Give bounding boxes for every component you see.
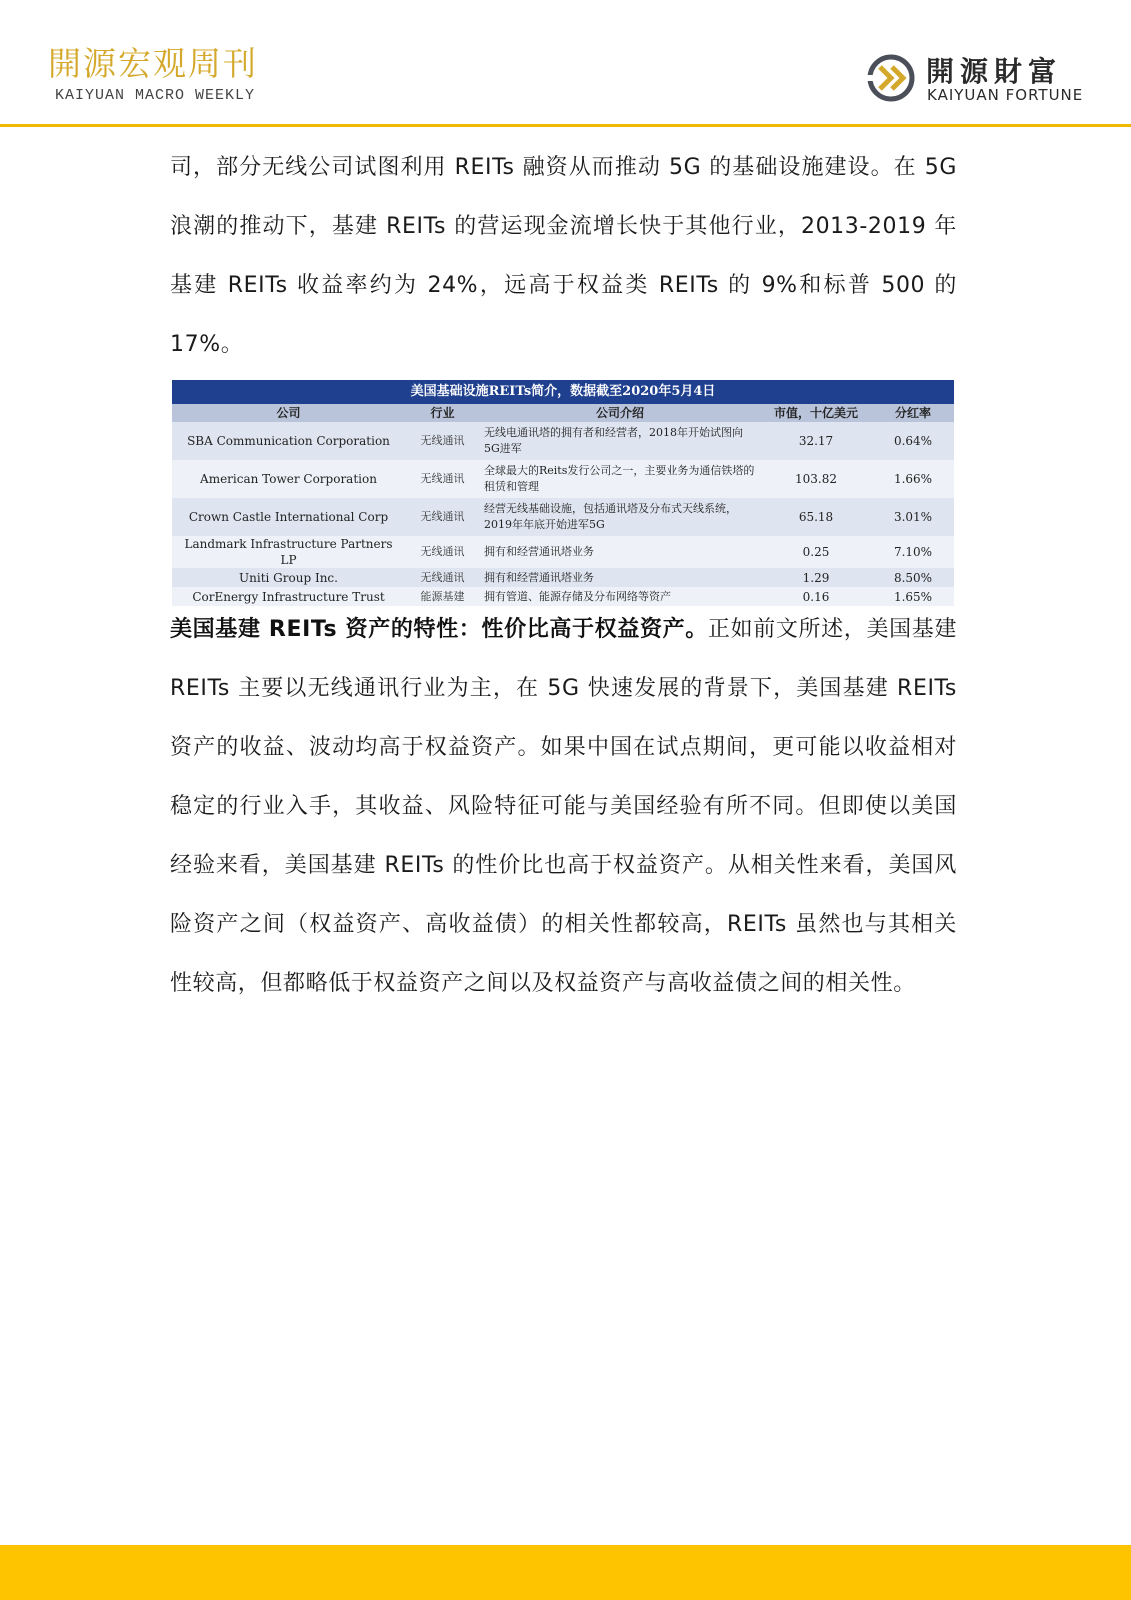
description-cell: 全球最大的Reits发行公司之一，主要业务为通信铁塔的租赁和管理 xyxy=(480,460,760,498)
description-cell: 拥有和经营通讯塔业务 xyxy=(480,568,760,587)
industry-cell: 无线通讯 xyxy=(405,422,480,460)
industry-cell: 无线通讯 xyxy=(405,536,480,568)
publication-subtitle: KAIYUAN MACRO WEEKLY xyxy=(55,87,256,104)
market-cap-cell: 65.18 xyxy=(760,498,872,536)
paragraph-2-body: 正如前文所述，美国基建 REITs 主要以无线通讯行业为主，在 5G 快速发展的背景下，美国基建 REITs 资产的收益、波动均高于权益资产。如果中国在试点期间，更可能以收益相对稳定的行业入手，其收益、风险特征可能与美国经验有所不同。但即使以美国经验来看，美国基建 REITs 的性价比也高于权益资产。从相关性来看，美国风险资产之间（权益资产、高收益债）的相关性都较高，REITs 虽然也与其相关性较高，但都略低于权益资产之间以及权益资产与高收益债之间的相关性。 xyxy=(170,617,958,996)
table-title: 美国基础设施REITs简介，数据截至2020年5月4日 xyxy=(172,380,954,404)
dividend-cell: 7.10% xyxy=(872,536,954,568)
table-header-row xyxy=(172,404,954,422)
column-header: 行业 xyxy=(405,404,480,422)
logo-english-name: KAIYUAN FORTUNE xyxy=(927,86,1084,104)
paragraph-1: 司，部分无线公司试图利用 REITs 融资从而推动 5G 的基础设施建设。在 5G 浪潮的推动下，基建 REITs 的营运现金流增长快于其他行业，2013-2019 年基建 REITs 收益率约为 24%，远高于权益类 REITs 的 9%和标普 500 的 17%。 xyxy=(170,155,957,357)
description-cell: 无线电通讯塔的拥有者和经营者，2018年开始试图向5G进军 xyxy=(480,422,760,460)
logo-chinese-name: 開源財富 xyxy=(926,55,1063,88)
kaiyuan-logo-icon xyxy=(866,53,916,103)
industry-cell: 无线通讯 xyxy=(405,460,480,498)
table-row xyxy=(172,536,954,568)
industry-cell: 无线通讯 xyxy=(405,568,480,587)
publication-title: 開源宏观周刊 xyxy=(48,44,258,83)
table-row xyxy=(172,460,954,498)
kaiyuan-logo xyxy=(866,48,1096,108)
dividend-cell: 1.65% xyxy=(872,587,954,606)
article-body-continued xyxy=(170,600,957,1013)
market-cap-cell: 103.82 xyxy=(760,460,872,498)
company-cell: American Tower Corporation xyxy=(172,460,405,498)
dividend-cell: 8.50% xyxy=(872,568,954,587)
page-header xyxy=(0,0,1131,126)
company-cell: Uniti Group Inc. xyxy=(172,568,405,587)
article-body xyxy=(170,138,957,374)
table-row xyxy=(172,498,954,536)
dividend-cell: 1.66% xyxy=(872,460,954,498)
column-header: 市值，十亿美元 xyxy=(760,404,872,422)
column-header: 分红率 xyxy=(872,404,954,422)
company-cell: CorEnergy Infrastructure Trust xyxy=(172,587,405,606)
description-cell: 拥有和经营通讯塔业务 xyxy=(480,536,760,568)
table-row xyxy=(172,422,954,460)
reits-table-figure xyxy=(172,380,954,604)
footer-band xyxy=(0,1545,1131,1600)
market-cap-cell: 32.17 xyxy=(760,422,872,460)
dividend-cell: 3.01% xyxy=(872,498,954,536)
table-row xyxy=(172,568,954,587)
paragraph-2 xyxy=(170,600,957,1013)
description-cell: 经营无线基础设施，包括通讯塔及分布式天线系统，2019年年底开始进军5G xyxy=(480,498,760,536)
column-header: 公司 xyxy=(172,404,405,422)
company-cell: SBA Communication Corporation xyxy=(172,422,405,460)
industry-cell: 能源基建 xyxy=(405,587,480,606)
company-cell: Landmark Infrastructure Partners LP xyxy=(172,536,405,568)
description-cell: 拥有管道、能源存储及分布网络等资产 xyxy=(480,587,760,606)
market-cap-cell: 0.16 xyxy=(760,587,872,606)
paragraph-2-lead: 美国基建 REITs 资产的特性：性价比高于权益资产。 xyxy=(170,617,708,642)
company-cell: Crown Castle International Corp xyxy=(172,498,405,536)
column-header: 公司介绍 xyxy=(480,404,760,422)
industry-cell: 无线通讯 xyxy=(405,498,480,536)
dividend-cell: 0.64% xyxy=(872,422,954,460)
market-cap-cell: 0.25 xyxy=(760,536,872,568)
market-cap-cell: 1.29 xyxy=(760,568,872,587)
header-divider xyxy=(0,124,1131,127)
reits-table xyxy=(172,380,954,606)
